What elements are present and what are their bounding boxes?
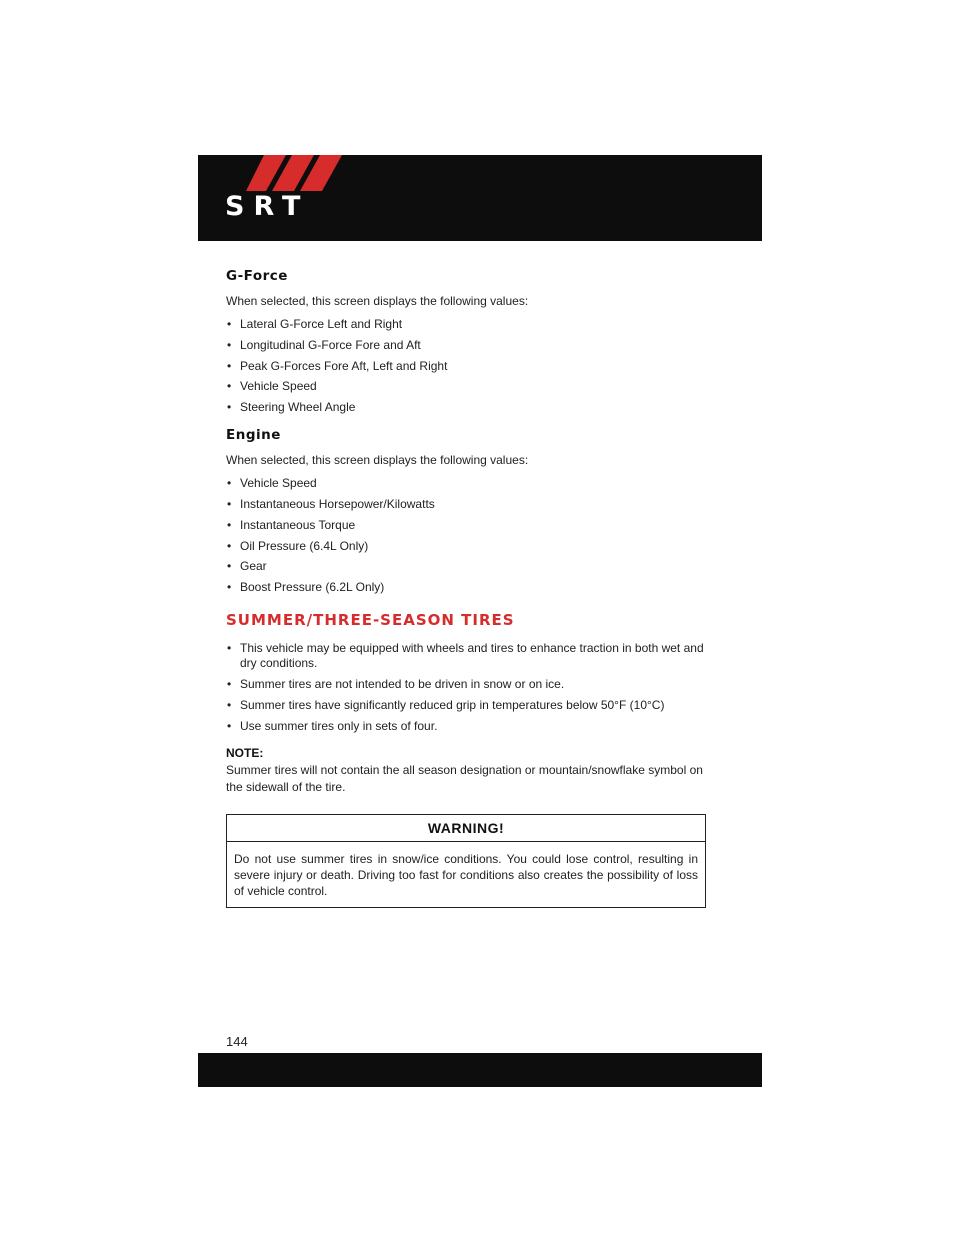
warning-text: Do not use summer tires in snow/ice conditions. You could lose control, resulting in severe injury or death. Driving too fast for conditions also creates the possibility of loss of vehicle control.: [234, 851, 698, 898]
racing-stripes-icon: [246, 155, 346, 191]
list-item: • Steering Wheel Angle: [227, 400, 356, 415]
list-item: • Summer tires have significantly reduced grip in temperatures below 50°F (10°C): [227, 697, 665, 712]
tires-section-heading: SUMMER/THREE-SEASON TIRES: [226, 611, 515, 630]
list-item: • Oil Pressure (6.4L Only): [227, 538, 369, 553]
list-item: • This vehicle may be equipped with wheels and tires to enhance traction in both wet and dry conditions.: [227, 641, 704, 671]
list-item: • Gear: [227, 559, 267, 574]
footer-bar: [198, 1053, 762, 1087]
gforce-list: [226, 317, 708, 415]
warning-box: [226, 814, 706, 908]
engine-intro: When selected, this screen displays the following values:: [226, 453, 529, 468]
warning-title: WARNING!: [227, 815, 705, 842]
note-text: Summer tires will not contain the all season designation or mountain/snowflake symbol on the sidewall of the tire.: [226, 762, 703, 794]
page-number: 144: [226, 1034, 248, 1049]
gforce-heading: G-Force: [226, 268, 288, 284]
engine-list: [226, 476, 708, 595]
list-item: • Peak G-Forces Fore Aft, Left and Right: [227, 358, 448, 373]
page-content: [226, 268, 708, 908]
note-label: NOTE:: [226, 745, 264, 760]
list-item: • Instantaneous Torque: [227, 517, 356, 532]
list-item: • Boost Pressure (6.2L Only): [227, 580, 385, 595]
list-item: • Longitudinal G-Force Fore and Aft: [227, 337, 421, 352]
list-item: • Instantaneous Horsepower/Kilowatts: [227, 496, 435, 511]
tires-list: [226, 641, 708, 733]
gforce-intro: When selected, this screen displays the following values:: [226, 294, 529, 308]
list-item: • Lateral G-Force Left and Right: [227, 317, 403, 331]
list-item: • Vehicle Speed: [227, 379, 317, 394]
list-item: • Summer tires are not intended to be driven in snow or on ice.: [227, 676, 565, 691]
list-item: • Use summer tires only in sets of four.: [227, 718, 438, 733]
list-item: • Vehicle Speed: [227, 476, 317, 491]
engine-heading: Engine: [226, 427, 281, 444]
header-bar: [198, 155, 762, 241]
brand-logo-text: SRT: [225, 191, 310, 222]
